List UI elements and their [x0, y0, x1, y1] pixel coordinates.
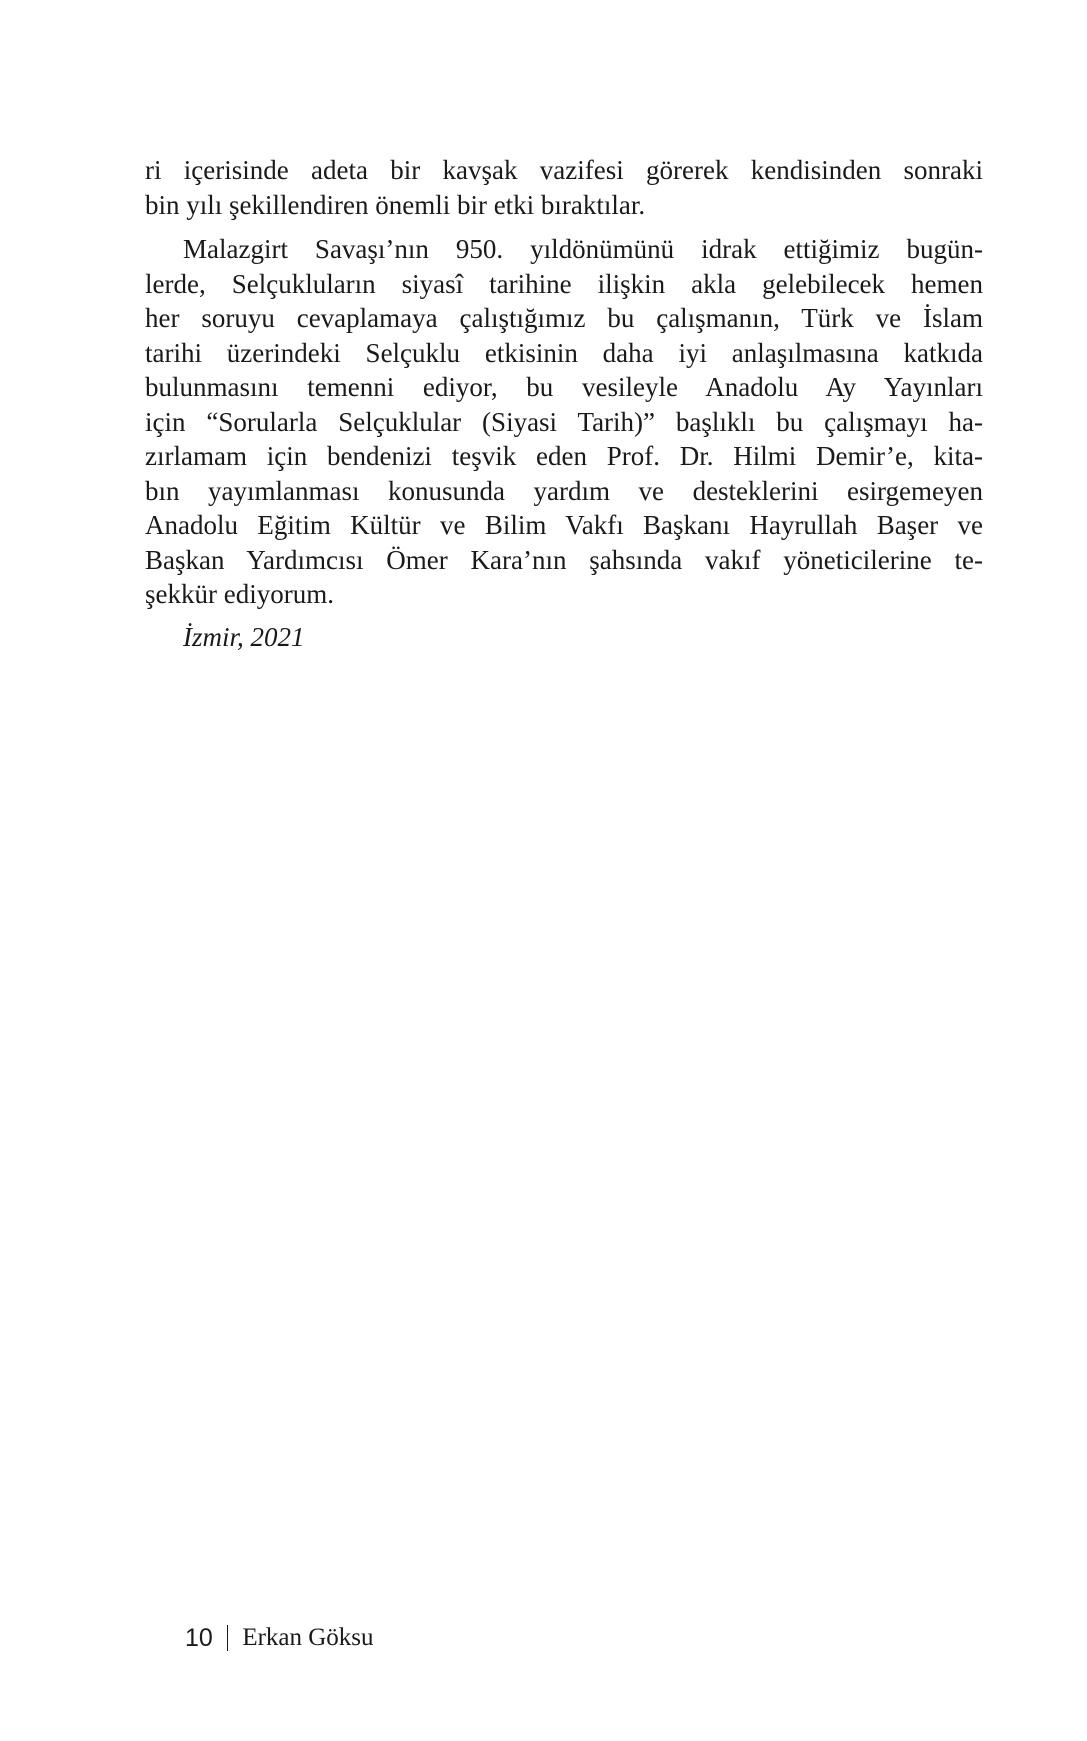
paragraph-acknowledgment [145, 232, 983, 612]
text-line: ri içerisinde adeta bir kavşak vazifesi görerek kendisinden sonraki [145, 155, 983, 185]
body-text [145, 153, 983, 654]
text-line: şekkür ediyorum. [145, 579, 334, 609]
footer-divider [227, 1625, 229, 1651]
text-line: Anadolu Eğitim Kültür ve Bilim Vakfı Başkanı Hayrullah Başer ve [145, 510, 983, 540]
page-number: 10 [185, 1624, 213, 1652]
page-footer [185, 1623, 374, 1653]
author-name: Erkan Göksu [242, 1624, 374, 1651]
text-line: için “Sorularla Selçuklular (Siyasi Tarih)” başlıklı bu çalışmayı ha- [145, 406, 983, 437]
paragraph-continuation [145, 153, 983, 222]
text-line: Başkan Yardımcısı Ömer Kara’nın şahsında vakıf yöneticilerine te- [145, 544, 983, 575]
text-line: lerde, Selçukluların siyasî tarihine ilişkin akla gelebilecek hemen [145, 268, 983, 299]
text-line: her soruyu cevaplamaya çalıştığımız bu çalışmanın, Türk ve İslam [145, 303, 983, 333]
text-line: Malazgirt Savaşı’nın 950. yıldönümünü idrak ettiğimiz bugün- [183, 234, 983, 264]
place-date: İzmir, 2021 [183, 621, 305, 652]
text-line: bin yılı şekillendiren önemli bir etki bıraktılar. [145, 189, 646, 220]
text-line: tarihi üzerindeki Selçuklu etkisinin daha iyi anlaşılmasına katkıda [145, 337, 983, 368]
text-line: zırlamam için bendenizi teşvik eden Prof. Dr. Hilmi Demir’e, kita- [145, 441, 983, 471]
text-line: bulunmasını temenni ediyor, bu vesileyle Anadolu Ay Yayınları [145, 372, 983, 402]
text-line: bın yayımlanması konusunda yardım ve desteklerini esirgemeyen [145, 475, 983, 506]
